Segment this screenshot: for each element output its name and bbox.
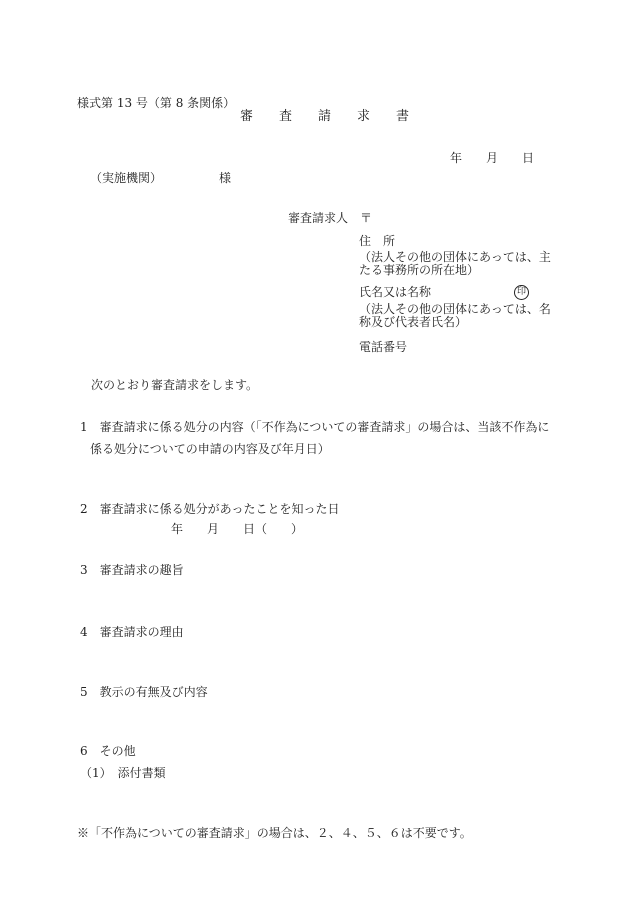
item-2-date: 年 月 日（ ） [171, 522, 304, 536]
item-6-attachments: （1） 添付書類 [80, 766, 166, 780]
name-note: （法人その他の団体にあっては、名 [359, 302, 551, 316]
form-number: 様式第 13 号（第 8 条関係） [77, 96, 236, 110]
item-1: 1 審査請求に係る処分の内容（「不作為についての審査請求」の場合は、当該不作為に [80, 420, 550, 434]
requester-label: 審査請求人 [288, 211, 349, 225]
postal-mark: 〒 [360, 211, 373, 225]
agency-label: （実施機関） [90, 171, 163, 185]
item-3: 3 審査請求の趣旨 [80, 563, 184, 577]
item-1-cont: 係る処分についての申請の内容及び年月日） [90, 442, 330, 456]
document-title: 審 査 請 求 書 [240, 109, 410, 124]
item-5: 5 教示の有無及び内容 [80, 685, 208, 699]
address-note: たる事務所の所在地） [359, 263, 480, 277]
footnote: ※「不作為についての審査請求」の場合は、２、４、５、６は不要です。 [77, 826, 472, 840]
item-4: 4 審査請求の理由 [80, 625, 184, 639]
honorific: 様 [219, 171, 232, 185]
seal-mark: 印 [514, 285, 529, 300]
address-label: 住 所 [359, 234, 396, 248]
item-2: 2 審査請求に係る処分があったことを知った日 [80, 502, 340, 516]
date-line: 年 月 日 [450, 151, 535, 165]
name-note: 称及び代表者氏名） [359, 315, 468, 329]
item-6: 6 その他 [80, 744, 136, 758]
intro-text: 次のとおり審査請求をします。 [91, 378, 259, 392]
phone-label: 電話番号 [359, 340, 408, 354]
name-label: 氏名又は名称 [359, 285, 432, 299]
address-note: （法人その他の団体にあっては、主 [359, 250, 551, 264]
